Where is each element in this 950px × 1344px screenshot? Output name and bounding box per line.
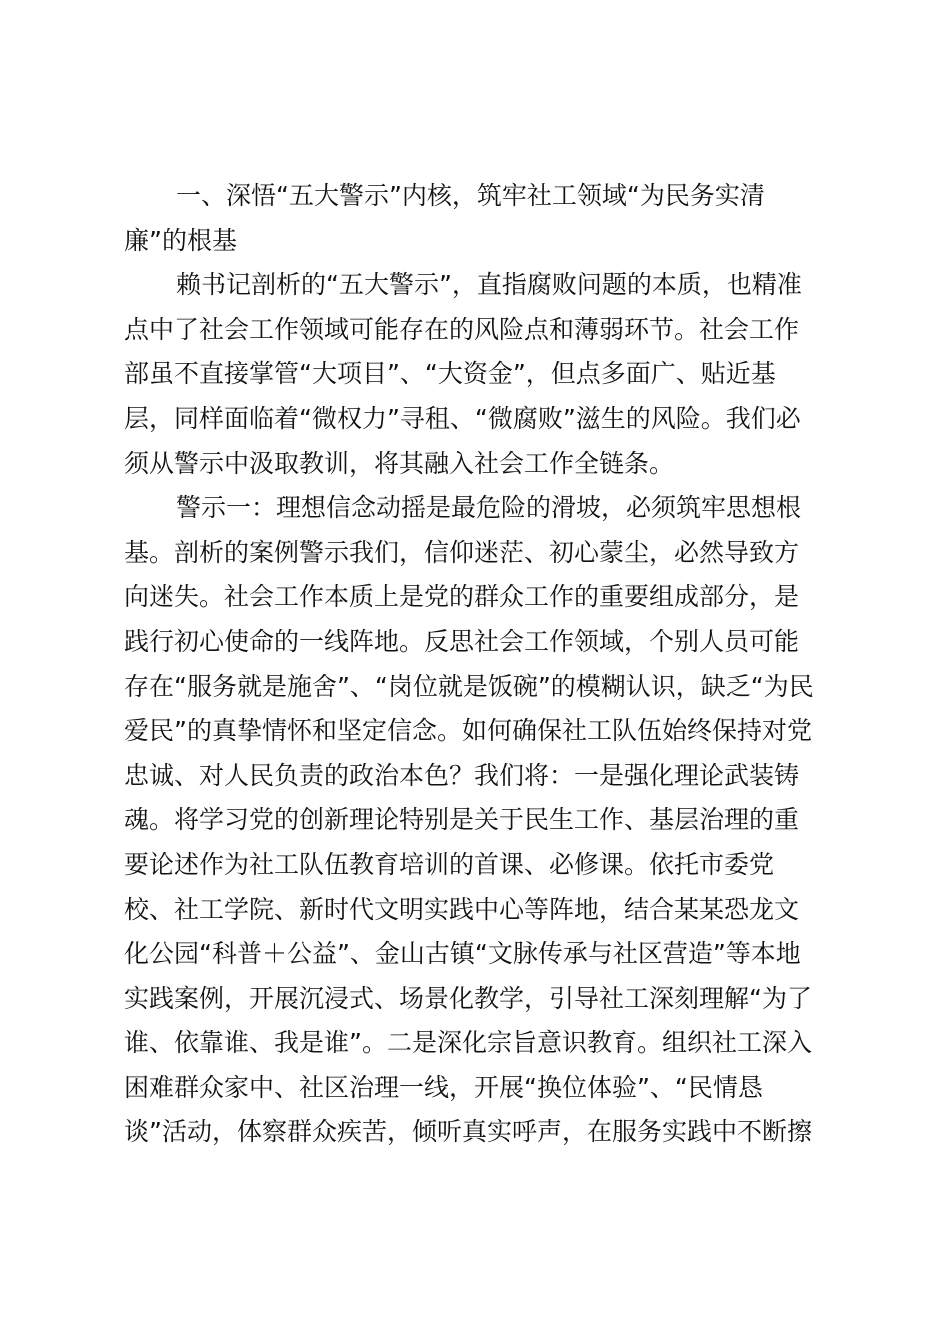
paragraph-line: 践行初心使命的一线阵地。反思社会工作领域，个别人员可能 — [124, 626, 800, 656]
section-heading-line-1: 一、深悟“五大警示”内核，筑牢社工领域“为民务实清 — [176, 181, 765, 210]
paragraph-line: 须从警示中汲取教训，将其融入社会工作全链条。 — [124, 448, 675, 478]
paragraph-line: 校、社工学院、新时代文明实践中心等阵地，结合某某恐龙文 — [124, 894, 800, 924]
paragraph-line: 向迷失。社会工作本质上是党的群众工作的重要组成部分，是 — [124, 582, 800, 612]
paragraph-line: 谈”活动，体察群众疾苦，倾听真实呼声，在服务实践中不断擦 — [124, 1117, 812, 1147]
paragraph-line: 基。剖析的案例警示我们，信仰迷茫、初心蒙尘，必然导致方 — [124, 537, 800, 567]
paragraph-line: 赖书记剖析的“五大警示”，直指腐败问题的本质，也精准 — [176, 270, 802, 300]
paragraph-line: 要论述作为社工队伍教育培训的首课、必修课。依托市委党 — [124, 849, 775, 879]
paragraph-line: 爱民”的真挚情怀和坚定信念。如何确保社工队伍始终保持对党 — [124, 716, 812, 746]
paragraph-line: 魂。将学习党的创新理论特别是关于民生工作、基层治理的重 — [124, 805, 800, 835]
paragraph-line: 层，同样面临着“微权力”寻租、“微腐败”滋生的风险。我们必 — [124, 403, 801, 433]
paragraph-line: 点中了社会工作领域可能存在的风险点和薄弱环节。社会工作 — [124, 314, 800, 344]
paragraph-line: 部虽不直接掌管“大项目”、“大资金”，但点多面广、贴近基 — [124, 359, 776, 389]
paragraph-line: 困难群众家中、社区治理一线，开展“换位体验”、“民情恳 — [124, 1072, 763, 1102]
paragraph-line: 化公园“科普＋公益”、金山古镇“文脉传承与社区营造”等本地 — [124, 939, 801, 969]
paragraph-line: 实践案例，开展沉浸式、场景化教学，引导社工深刻理解“为了 — [124, 983, 812, 1013]
section-heading-line-2: 廉”的根基 — [124, 225, 237, 255]
document-body — [124, 174, 844, 1155]
paragraph-line: 警示一：理想信念动摇是最危险的滑坡，必须筑牢思想根 — [176, 493, 802, 523]
paragraph-line: 存在“服务就是施舍”、“岗位就是饭碗”的模糊认识，缺乏“为民 — [124, 671, 814, 701]
paragraph-line: 忠诚、对人民负责的政治本色？我们将：一是强化理论武装铸 — [124, 760, 800, 790]
paragraph-line: 谁、依靠谁、我是谁”。二是深化宗旨意识教育。组织社工深入 — [124, 1028, 812, 1058]
